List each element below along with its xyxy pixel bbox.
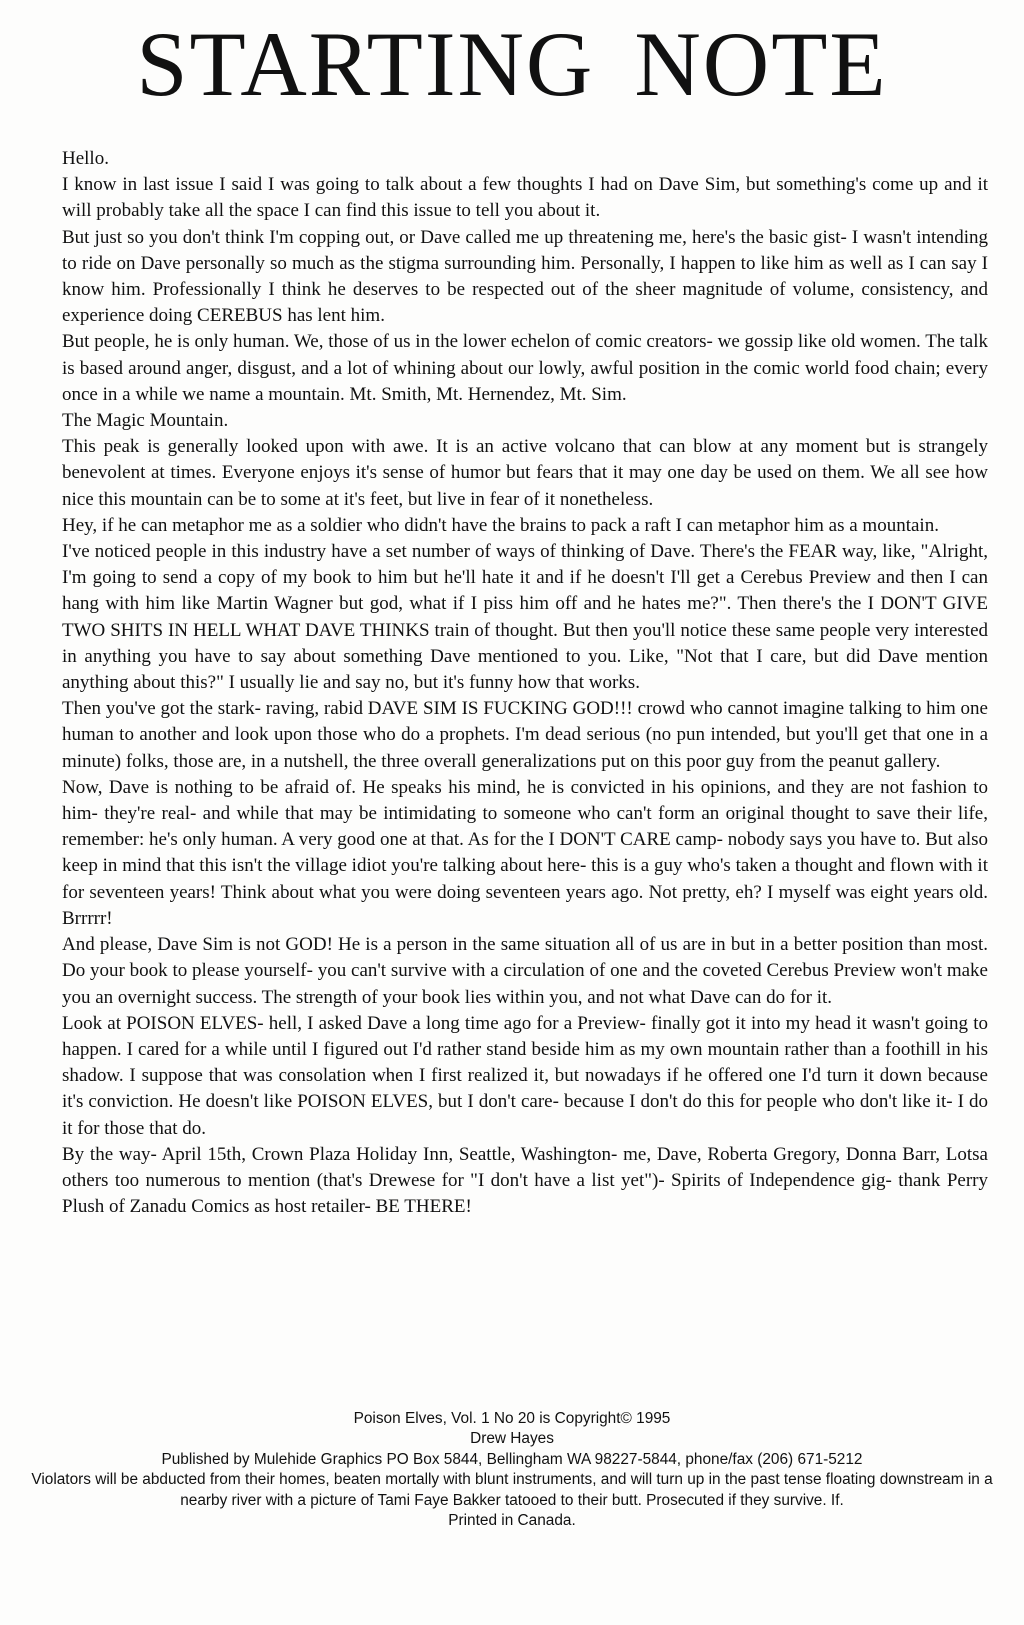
paragraph: The Magic Mountain.: [62, 410, 229, 432]
paragraph: Hey, if he can metaphor me as a soldier who didn't have the brains to pack a raft I can metaphor him as a mountain.: [62, 514, 939, 536]
author-line: Drew Hayes: [470, 1430, 554, 1448]
printed-in-line: Printed in Canada.: [448, 1512, 576, 1530]
paragraph: But people, he is only human. We, those of us in the lower echelon of comic creators- we gossip like old women. The talk is based around anger, disgust, and a lot of whining about our lowly, awful position in the comic world food chain; every once in a while we name a mountain. Mt. Smith, Mt. Hernendez, Mt. Sim.: [62, 331, 988, 405]
title-word-note: NOTE: [634, 13, 888, 115]
paragraph: I know in last issue I said I was going to talk about a few thoughts I had on Dave Sim, but something's come up and it will probably take all the space I can find this issue to tell you about it.: [62, 174, 988, 222]
paragraph: Then you've got the stark- raving, rabid DAVE SIM IS FUCKING GOD!!! crowd who cannot imagine talking to him one human to another and look upon those who do a prophets. I'm dead serious (no pun intended, but you'll get that one in a minute) folks, those are, in a nutshell, the three overall generalizations put on this poor guy from the peanut gallery.: [62, 698, 988, 772]
page-title: [0, 14, 1024, 114]
warning-line: Violators will be abducted from their homes, beaten mortally with blunt instruments, and will turn up in the past tense floating downstream in a nearby river with a picture of Tami Faye Bakker tatooed to their butt. Prosecuted if they survive. If.: [31, 1471, 993, 1509]
paragraph-greeting: Hello.: [62, 148, 109, 169]
paragraph: I've noticed people in this industry have a set number of ways of thinking of Dave. There's the FEAR way, like, "Alright, I'm going to send a copy of my book to him but he'll hate it and if he doesn't I'll get a Cerebus Preview and then I can hang with him like Martin Wagner but god, what if I piss him off and he hates me?". Then there's the I DON'T GIVE TWO SHITS IN HELL WHAT DAVE THINKS train of thought. But then you'll notice these same people very interested in anything you have to say about something Dave mentioned to you. Like, "Not that I care, but did Dave mention anything about this?" I usually lie and say no, but it's funny how that works.: [62, 541, 988, 694]
title-word-starting: STARTING: [136, 13, 595, 115]
paragraph: But just so you don't think I'm copping out, or Dave called me up threatening me, here's the basic gist- I wasn't intending to ride on Dave personally so much as the stigma surrounding him. Personally, I happen to like him as well as I can say I know him. Professionally I think he deserves to be respected out of the sheer magnitude of volume, consistency, and experience doing CEREBUS has lent him.: [62, 226, 988, 327]
paragraph: And please, Dave Sim is not GOD! He is a person in the same situation all of us are in but in a better position than most. Do your book to please yourself- you can't survive with a circulation of one and the coveted Cerebus Preview won't make you an overnight success. The strength of your book lies within you, and not what Dave can do for it.: [62, 934, 988, 1008]
article-body: [62, 146, 988, 1220]
paragraph: This peak is generally looked upon with awe. It is an active volcano that can blow at any moment but is strangely benevolent at times. Everyone enjoys it's sense of humor but fears that it may one day be used on them. We all see how nice this mountain can be to some at it's feet, but live in fear of it nonetheless.: [62, 436, 988, 510]
paragraph: Now, Dave is nothing to be afraid of. He speaks his mind, he is convicted in his opinions, and they are not fashion to him- they're real- and while that may be intimidating to someone who can't form an original thought to save their life, remember: he's only human. A very good one at that. As for the I DON'T CARE camp- nobody says you have to. But also keep in mind that this isn't the village idiot you're talking about here- this is a guy who's taken a thought and flown with it for seventeen years! Think about what you were doing seventeen years ago. Not pretty, eh? I myself was eight years old. Brrrrr!: [62, 776, 988, 929]
copyright-line: Poison Elves, Vol. 1 No 20 is Copyright© 1995: [353, 1410, 671, 1427]
colophon: [20, 1409, 1004, 1531]
paragraph: By the way- April 15th, Crown Plaza Holiday Inn, Seattle, Washington- me, Dave, Roberta Gregory, Donna Barr, Lotsa others too numerous to mention (that's Drewese for "I don't have a list yet")- Spirits of Independence gig- thank Perry Plush of Zanadu Comics as host retailer- BE THERE!: [62, 1143, 988, 1218]
publisher-line: Published by Mulehide Graphics PO Box 5844, Bellingham WA 98227-5844, phone/fax (206) 671-5212: [161, 1450, 863, 1468]
paragraph: Look at POISON ELVES- hell, I asked Dave a long time ago for a Preview- finally got it into my head it wasn't going to happen. I cared for a while until I figured out I'd rather stand beside him as my own mountain rather than a foothill in his shadow. I suppose that was consolation when I first realized it, but nowadays if he offered one I'd turn it down because it's conviction. He doesn't like POISON ELVES, but I don't care- because I don't do this for people who don't like it- I do it for those that do.: [62, 1012, 988, 1139]
